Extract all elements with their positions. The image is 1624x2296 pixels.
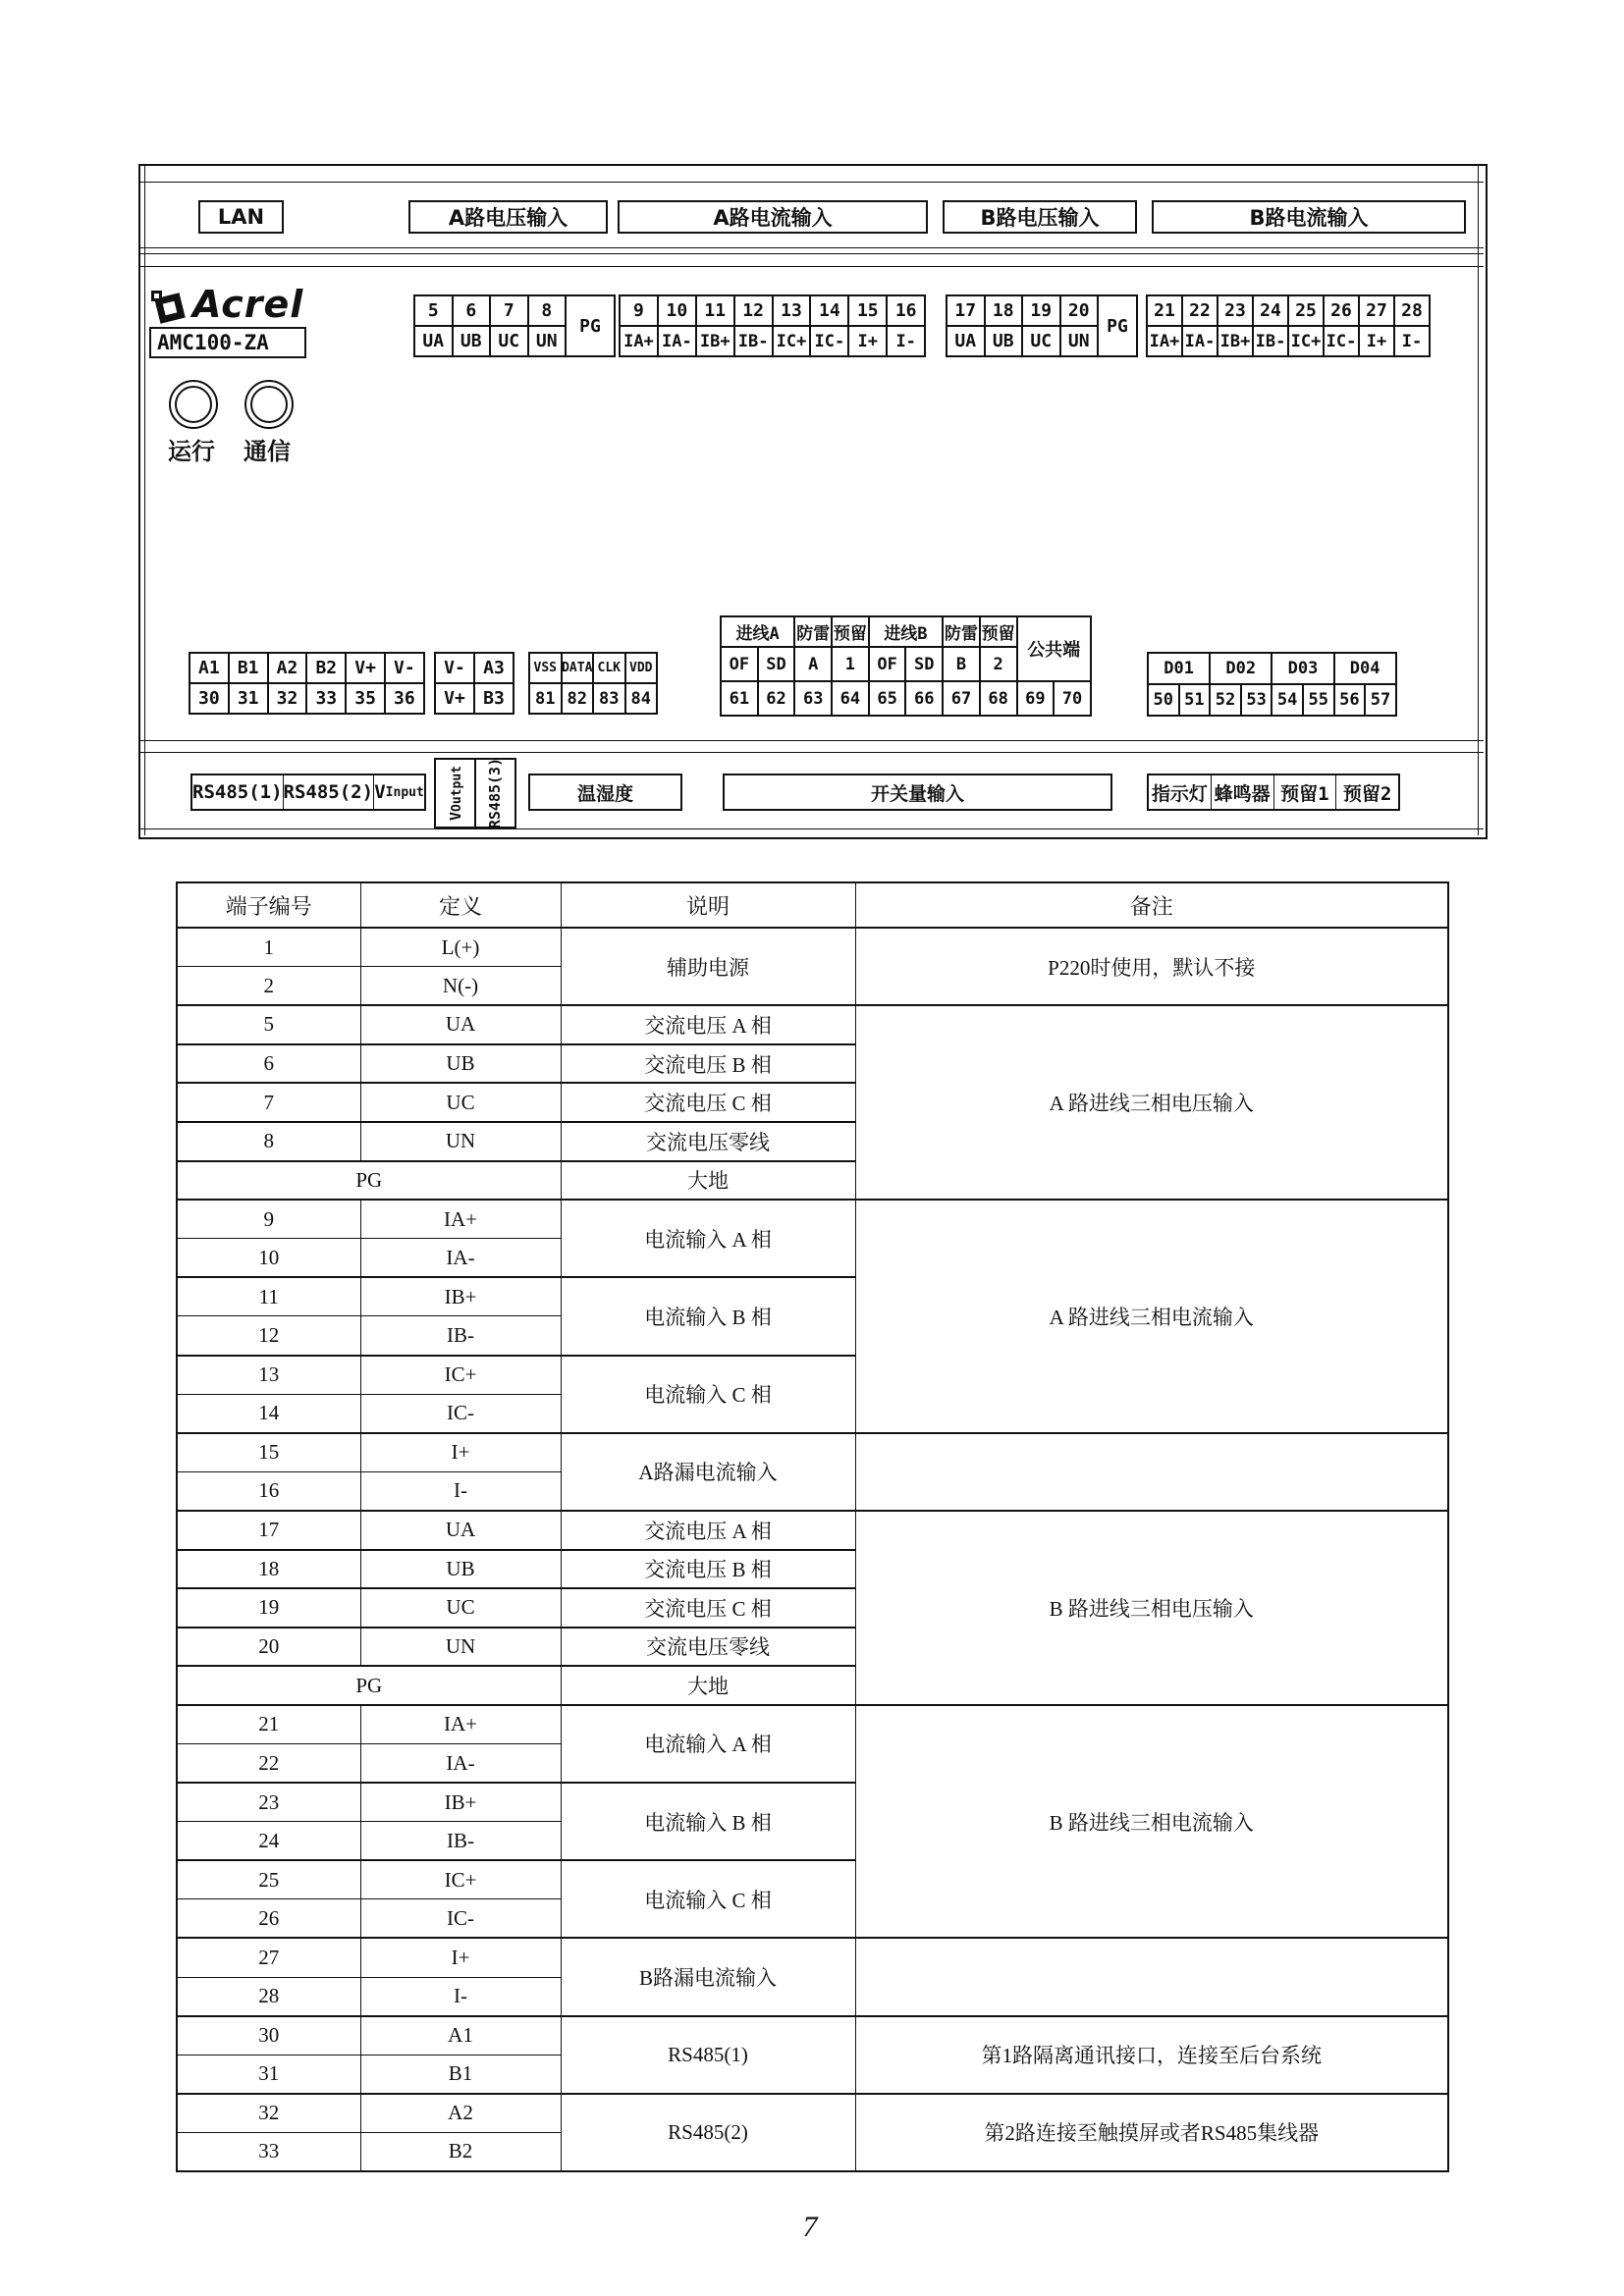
description-cell: 电流输入 A 相	[561, 1705, 855, 1783]
terminal-cell: 35	[346, 683, 385, 714]
col-header-definition: 定义	[360, 882, 561, 928]
definition-cell: I-	[360, 1977, 561, 2016]
terminal-cell: IC-	[1324, 326, 1359, 356]
terminal-cell: B1	[229, 653, 268, 683]
terminal-cell: I-	[887, 326, 925, 356]
terminal-cell: UN	[528, 326, 567, 356]
definition-cell: IA+	[360, 1705, 561, 1744]
remark-cell: B 路进线三相电流输入	[855, 1705, 1448, 1939]
table-row	[177, 1200, 1448, 1239]
terminal-cell: UB	[453, 326, 491, 356]
terminal-cell: VDD	[625, 653, 658, 683]
terminal-number-cell: 9	[177, 1200, 360, 1239]
terminal-cell: 5	[414, 295, 453, 326]
terminal-cell: UB	[985, 326, 1023, 356]
terminal-number-cell: 32	[177, 2094, 360, 2133]
panel-line	[140, 253, 1484, 254]
terminal-pg-cell: PG	[177, 1161, 561, 1201]
remark-cell: P220时使用，默认不接	[855, 928, 1448, 1005]
panel-label-current-a: A路电流输入	[618, 200, 928, 234]
remark-cell	[855, 1433, 1448, 1511]
rs485-1-label: RS485(1)	[192, 781, 283, 803]
terminal-cell: 56	[1334, 684, 1366, 716]
terminal-cell: SD	[758, 647, 795, 681]
description-cell: RS485(1)	[561, 2016, 855, 2094]
terminal-number-cell: 28	[177, 1977, 360, 2016]
terminal-strip-voltage-b	[946, 294, 1138, 357]
definition-cell: IA-	[360, 1743, 561, 1783]
terminal-number-cell: 23	[177, 1783, 360, 1822]
description-cell: RS485(2)	[561, 2094, 855, 2171]
terminal-strip-rs485-12	[189, 652, 425, 715]
terminal-cell: 66	[905, 681, 943, 716]
comm-ports-box	[190, 774, 426, 811]
terminal-cell: 1	[832, 647, 869, 681]
col-header-description: 说明	[561, 882, 855, 928]
terminal-cell: IB+	[696, 326, 734, 356]
rs485-3-box	[474, 758, 516, 828]
definition-cell: UA	[360, 1511, 561, 1550]
terminal-number-cell: 18	[177, 1550, 360, 1589]
terminal-cell: 21	[1147, 295, 1182, 326]
terminal-cell: CLK	[593, 653, 625, 683]
terminal-cell: 8	[528, 295, 567, 326]
description-cell: 电流输入 A 相	[561, 1200, 855, 1277]
acrel-logo-icon	[149, 289, 187, 330]
terminal-number-cell: 19	[177, 1588, 360, 1628]
definition-cell: IB-	[360, 1316, 561, 1356]
model-label: AMC100-ZA	[149, 327, 306, 358]
switch-input-label: 开关量输入	[870, 782, 964, 805]
terminal-cell: 7	[490, 295, 528, 326]
terminal-number-cell: 1	[177, 928, 360, 967]
terminal-cell: 14	[810, 295, 848, 326]
terminal-cell: V+	[435, 683, 474, 714]
run-led-label: 运行	[168, 438, 215, 465]
terminal-strip-current-a	[619, 294, 926, 357]
table-row	[177, 928, 1448, 967]
terminal-cell: UC	[490, 326, 528, 356]
terminal-cell: 69	[1017, 681, 1055, 716]
description-cell: 交流电压 B 相	[561, 1044, 855, 1084]
di-header-cell: 防雷	[794, 616, 832, 647]
comm-led	[244, 380, 294, 429]
terminal-cell: 36	[385, 683, 424, 714]
terminal-number-cell: 14	[177, 1394, 360, 1433]
terminal-cell: 11	[696, 295, 734, 326]
terminal-cell: 64	[832, 681, 869, 716]
terminal-cell: 13	[773, 295, 811, 326]
buzzer-label: 蜂鸣器	[1211, 775, 1273, 809]
col-header-remark: 备注	[855, 882, 1448, 928]
terminal-cell: 18	[985, 295, 1023, 326]
temp-humidity-box	[528, 774, 682, 811]
panel-line	[140, 752, 1484, 753]
terminal-cell: UC	[1022, 326, 1060, 356]
terminal-cell: A1	[189, 653, 229, 683]
definition-cell: IC+	[360, 1860, 561, 1899]
remark-cell: A 路进线三相电流输入	[855, 1200, 1448, 1433]
vinput-label: V Input	[373, 775, 424, 809]
di-header-cell: 进线B	[869, 616, 943, 647]
terminal-number-cell: 24	[177, 1822, 360, 1861]
terminal-cell: 70	[1054, 681, 1091, 716]
do-header-cell: D04	[1334, 653, 1396, 684]
panel-line	[140, 182, 1484, 183]
terminal-number-cell: 6	[177, 1044, 360, 1084]
terminal-cell: 28	[1394, 295, 1430, 326]
definition-cell: UC	[360, 1083, 561, 1122]
terminal-cell: IA-	[1182, 326, 1218, 356]
terminal-cell: I+	[848, 326, 887, 356]
indicator-box	[1147, 774, 1400, 811]
voutput-label: VOutput	[446, 766, 464, 821]
definition-cell: I-	[360, 1471, 561, 1511]
terminal-cell: 83	[593, 683, 625, 714]
description-cell: 电流输入 C 相	[561, 1356, 855, 1433]
description-cell: 交流电压 A 相	[561, 1511, 855, 1550]
terminal-cell: 52	[1210, 684, 1241, 716]
terminal-cell: 50	[1148, 684, 1179, 716]
terminal-cell: 84	[625, 683, 658, 714]
terminal-number-cell: 17	[177, 1511, 360, 1550]
table-row	[177, 1005, 1448, 1044]
terminal-cell: 10	[658, 295, 696, 326]
terminal-number-cell: 16	[177, 1471, 360, 1511]
switch-input-box	[723, 774, 1112, 811]
do-header-cell: D03	[1272, 653, 1333, 684]
terminal-number-cell: 31	[177, 2055, 360, 2094]
definition-cell: IB-	[360, 1822, 561, 1861]
do-header-cell: D02	[1210, 653, 1272, 684]
terminal-cell: 15	[848, 295, 887, 326]
terminal-cell: OF	[721, 647, 758, 681]
description-cell: 电流输入 C 相	[561, 1860, 855, 1938]
description-cell: B路漏电流输入	[561, 1938, 855, 2015]
panel-line	[140, 247, 1484, 248]
terminal-cell: IA+	[1147, 326, 1182, 356]
definition-cell: L(+)	[360, 928, 561, 967]
terminal-cell: A2	[268, 653, 307, 683]
table-row	[177, 1938, 1448, 1977]
description-cell: 交流电压 B 相	[561, 1550, 855, 1589]
definition-cell: IC-	[360, 1394, 561, 1433]
terminal-cell: B3	[474, 683, 514, 714]
terminal-cell: IA+	[620, 326, 658, 356]
comm-led-ring	[250, 386, 288, 423]
terminal-cell: V-	[435, 653, 474, 683]
definition-cell: N(-)	[360, 967, 561, 1006]
terminal-cell: SD	[905, 647, 943, 681]
terminal-number-cell: 30	[177, 2016, 360, 2056]
col-header-terminal-no: 端子编号	[177, 882, 360, 928]
description-cell: 交流电压零线	[561, 1628, 855, 1667]
description-cell: A路漏电流输入	[561, 1433, 855, 1511]
terminal-cell: 27	[1359, 295, 1394, 326]
panel-line	[140, 828, 1484, 829]
terminal-cell: 25	[1288, 295, 1324, 326]
rs485-2-label: RS485(2)	[283, 775, 374, 809]
panel-label-voltage-a: A路电压输入	[408, 200, 608, 234]
description-cell: 交流电压 A 相	[561, 1005, 855, 1044]
terminal-cell: 68	[980, 681, 1017, 716]
terminal-cell: 19	[1022, 295, 1060, 326]
terminal-cell: 55	[1303, 684, 1334, 716]
terminal-cell: IB-	[734, 326, 773, 356]
terminal-number-cell: 15	[177, 1433, 360, 1472]
terminal-pg-cell: PG	[1098, 295, 1137, 356]
definition-cell: UB	[360, 1044, 561, 1084]
panel-edge-line	[144, 165, 145, 835]
definition-cell: I+	[360, 1433, 561, 1472]
do-header-cell: D01	[1148, 653, 1210, 684]
terminal-number-cell: 7	[177, 1083, 360, 1122]
definition-cell: UB	[360, 1550, 561, 1589]
terminal-number-cell: 25	[177, 1860, 360, 1899]
description-cell: 电流输入 B 相	[561, 1783, 855, 1860]
definition-cell: UN	[360, 1122, 561, 1161]
terminal-cell: 51	[1179, 684, 1211, 716]
terminal-cell: 62	[758, 681, 795, 716]
terminal-cell: A	[794, 647, 832, 681]
terminal-cell: B	[943, 647, 980, 681]
terminal-cell: 82	[562, 683, 594, 714]
definition-cell: B1	[360, 2055, 561, 2094]
temp-humidity-label: 温湿度	[576, 782, 633, 805]
terminal-pg-cell: PG	[566, 295, 615, 356]
terminal-number-cell: 11	[177, 1277, 360, 1316]
definition-cell: UC	[360, 1588, 561, 1628]
terminal-cell: 20	[1060, 295, 1099, 326]
terminal-cell: 22	[1182, 295, 1218, 326]
terminal-cell: 54	[1272, 684, 1303, 716]
terminal-cell: A3	[474, 653, 514, 683]
terminal-cell: IC+	[773, 326, 811, 356]
terminal-cell: 63	[794, 681, 832, 716]
remark-cell	[855, 1938, 1448, 2015]
table-row	[177, 1511, 1448, 1550]
terminal-cell: 6	[453, 295, 491, 326]
di-header-cell: 防雷	[943, 616, 980, 647]
terminal-cell: 23	[1218, 295, 1253, 326]
remark-cell: B 路进线三相电压输入	[855, 1511, 1448, 1705]
comm-led-label: 通信	[244, 438, 291, 465]
terminal-cell: B2	[306, 653, 346, 683]
remark-cell: 第1路隔离通讯接口，连接至后台系统	[855, 2016, 1448, 2094]
terminal-number-cell: 8	[177, 1122, 360, 1161]
remark-cell: A 路进线三相电压输入	[855, 1005, 1448, 1200]
panel-line	[140, 740, 1484, 741]
terminal-number-cell: 2	[177, 967, 360, 1006]
terminal-cell: I-	[1394, 326, 1430, 356]
panel-edge-line	[1478, 165, 1479, 835]
brand-name: Acrel	[192, 283, 304, 326]
terminal-cell: 31	[229, 683, 268, 714]
terminal-cell: 65	[869, 681, 906, 716]
rs485-3-label: RS485(3)	[486, 757, 505, 829]
definition-cell: A1	[360, 2016, 561, 2056]
terminal-cell: IB-	[1253, 326, 1288, 356]
terminal-cell: IC-	[810, 326, 848, 356]
terminal-strip-current-b	[1146, 294, 1431, 357]
terminal-number-cell: 33	[177, 2132, 360, 2171]
definition-cell: 大地	[561, 1161, 855, 1201]
terminal-cell: V-	[385, 653, 424, 683]
definition-cell: IB+	[360, 1783, 561, 1822]
terminal-number-cell: 5	[177, 1005, 360, 1044]
panel-label-voltage-b: B路电压输入	[943, 200, 1137, 234]
definition-cell: IC+	[360, 1356, 561, 1395]
terminal-strip-voltage-a	[413, 294, 616, 357]
page-number: 7	[802, 2211, 818, 2243]
terminal-number-cell: 10	[177, 1239, 360, 1278]
terminal-cell: IA-	[658, 326, 696, 356]
terminal-cell: 53	[1241, 684, 1272, 716]
terminal-cell: UN	[1060, 326, 1099, 356]
di-common-cell: 公共端	[1017, 616, 1091, 681]
panel-label-lan: LAN	[198, 200, 284, 234]
terminal-cell: UA	[947, 326, 985, 356]
definition-cell: A2	[360, 2094, 561, 2133]
indicator-light-label: 指示灯	[1151, 782, 1208, 805]
panel-label-current-b: B路电流输入	[1152, 200, 1466, 234]
terminal-cell: 30	[189, 683, 229, 714]
remark-cell: 第2路连接至触摸屏或者RS485集线器	[855, 2094, 1448, 2171]
definition-cell: 大地	[561, 1666, 855, 1705]
description-cell: 电流输入 B 相	[561, 1277, 855, 1355]
terminal-cell: OF	[869, 647, 906, 681]
terminal-cell: 26	[1324, 295, 1359, 326]
terminal-pg-cell: PG	[177, 1666, 561, 1705]
definition-cell: B2	[360, 2132, 561, 2171]
definition-cell: IB+	[360, 1277, 561, 1316]
voutput-box	[434, 758, 476, 828]
terminal-strip-sensor	[528, 652, 658, 715]
description-cell: 交流电压 C 相	[561, 1588, 855, 1628]
terminal-number-cell: 27	[177, 1938, 360, 1977]
table-row	[177, 2094, 1448, 2133]
terminal-number-cell: 21	[177, 1705, 360, 1744]
terminal-cell: DATA	[562, 653, 594, 683]
terminal-cell: V+	[346, 653, 385, 683]
terminal-cell: 9	[620, 295, 658, 326]
definition-cell: UN	[360, 1628, 561, 1667]
panel-line	[140, 266, 1484, 267]
terminal-cell: VSS	[529, 653, 562, 683]
table-row	[177, 2016, 1448, 2056]
terminal-strip-rs485-3-power	[434, 652, 514, 715]
terminal-cell: IB+	[1218, 326, 1253, 356]
definition-cell: IA-	[360, 1239, 561, 1278]
terminal-cell: 81	[529, 683, 562, 714]
description-cell: 辅助电源	[561, 928, 855, 1005]
terminal-number-cell: 22	[177, 1743, 360, 1783]
table-row	[177, 1433, 1448, 1472]
terminal-definition-table	[176, 881, 1449, 2172]
terminal-cell: 57	[1365, 684, 1396, 716]
di-header-cell: 预留	[980, 616, 1017, 647]
terminal-cell: I+	[1359, 326, 1394, 356]
terminal-cell: 17	[947, 295, 985, 326]
reserved1-label: 预留1	[1273, 775, 1336, 809]
terminal-number-cell: 26	[177, 1899, 360, 1939]
terminal-number-cell: 13	[177, 1356, 360, 1395]
definition-cell: I+	[360, 1938, 561, 1977]
terminal-cell: 24	[1253, 295, 1288, 326]
terminal-strip-digital-input	[720, 615, 1092, 717]
terminal-cell: 33	[306, 683, 346, 714]
di-header-cell: 预留	[832, 616, 869, 647]
definition-cell: UA	[360, 1005, 561, 1044]
terminal-cell: 16	[887, 295, 925, 326]
terminal-cell: IC+	[1288, 326, 1324, 356]
terminal-number-cell: 12	[177, 1316, 360, 1356]
terminal-strip-digital-output	[1147, 652, 1397, 717]
terminal-cell: 2	[980, 647, 1017, 681]
terminal-number-cell: 20	[177, 1628, 360, 1667]
description-cell: 交流电压 C 相	[561, 1083, 855, 1122]
run-led-ring	[175, 386, 212, 423]
di-header-cell: 进线A	[721, 616, 794, 647]
definition-cell: IC-	[360, 1899, 561, 1939]
table-row	[177, 1705, 1448, 1744]
terminal-cell: 12	[734, 295, 773, 326]
run-led	[169, 380, 218, 429]
definition-cell: IA+	[360, 1200, 561, 1239]
description-cell: 交流电压零线	[561, 1122, 855, 1161]
terminal-cell: 61	[721, 681, 758, 716]
terminal-cell: 67	[943, 681, 980, 716]
terminal-cell: 32	[268, 683, 307, 714]
reserved2-label: 预留2	[1335, 775, 1398, 809]
terminal-cell: UA	[414, 326, 453, 356]
